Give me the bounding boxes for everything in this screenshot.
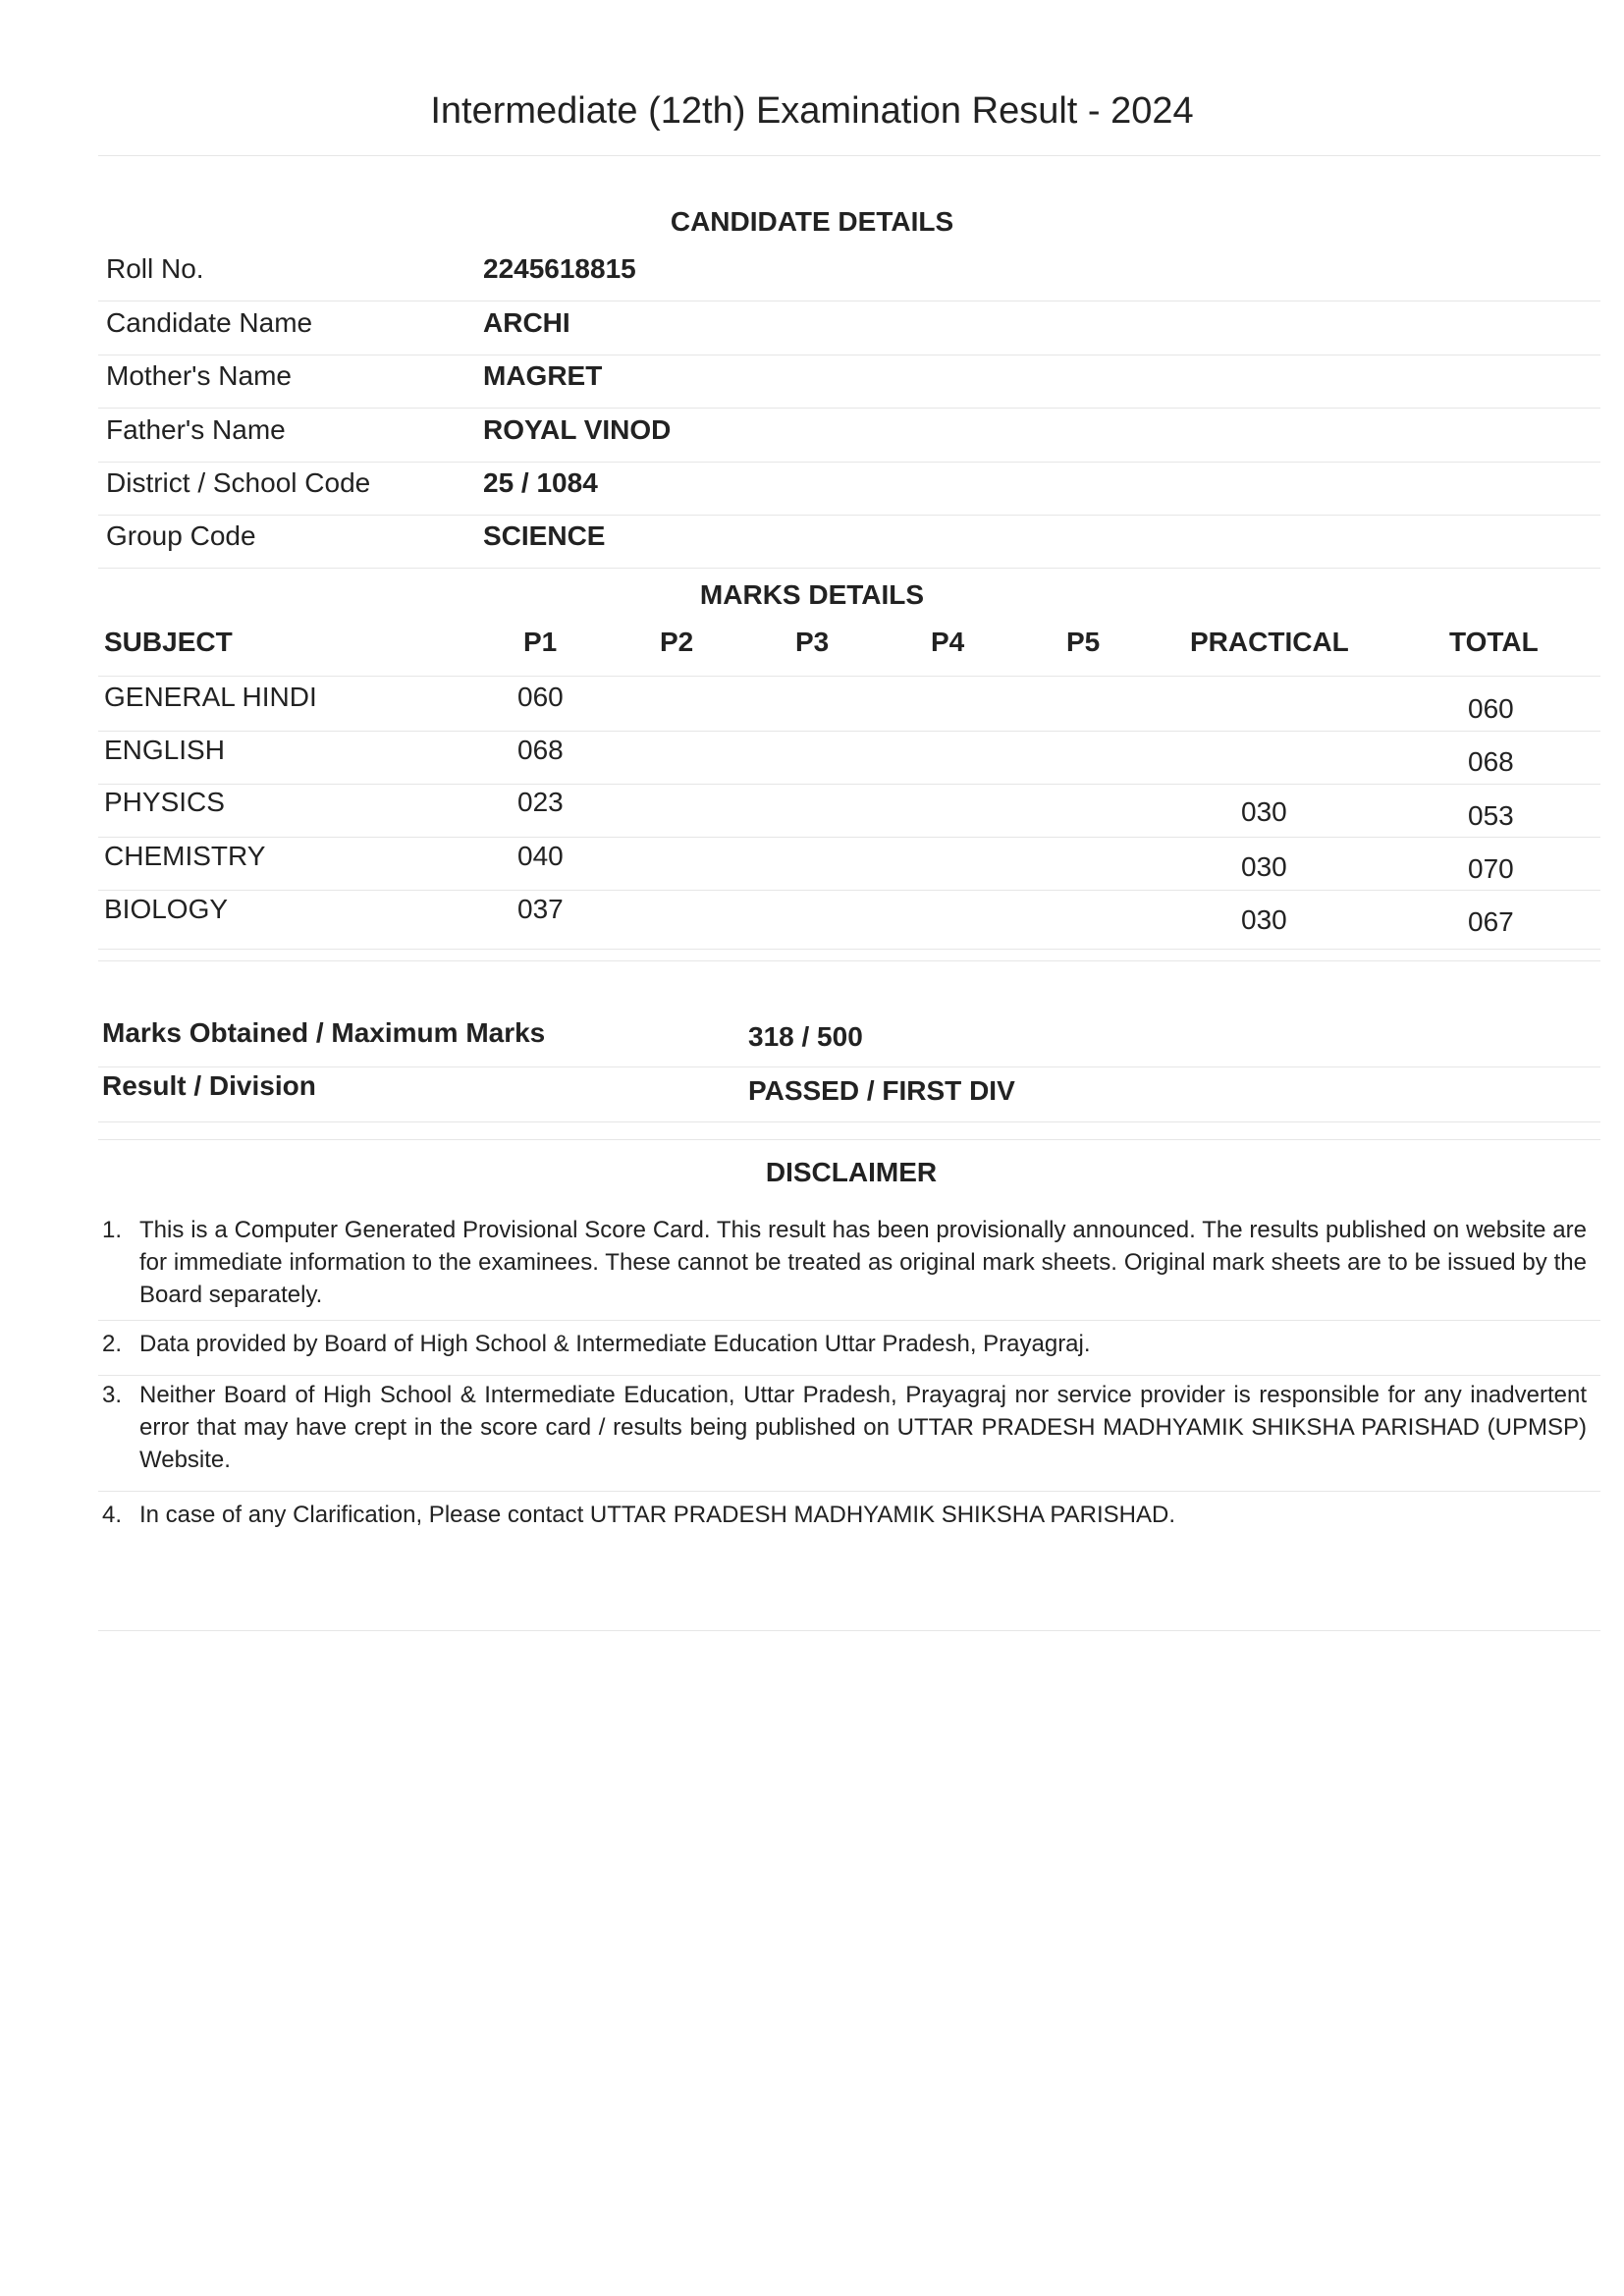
divider [98, 408, 1600, 409]
p1-mark: 023 [517, 787, 564, 817]
field-label: District / School Code [106, 467, 371, 498]
result-division-label: Result / Division [102, 1070, 316, 1101]
disclaimer-heading: DISCLAIMER [765, 1157, 938, 1187]
marks-row-chemistry [0, 841, 1624, 892]
col-practical: PRACTICAL [1190, 627, 1349, 657]
subject-name: PHYSICS [104, 787, 225, 817]
divider [98, 1139, 1600, 1140]
practical-mark: 030 [1241, 851, 1287, 882]
col-p5: P5 [1066, 627, 1101, 657]
disclaimer-item [102, 1214, 1587, 1311]
field-value: MAGRET [483, 360, 603, 391]
col-p3: P3 [795, 627, 830, 657]
marks-obtained-label: Marks Obtained / Maximum Marks [102, 1017, 546, 1048]
subject-name: BIOLOGY [104, 894, 229, 924]
divider [98, 1491, 1600, 1492]
disclaimer-text: Neither Board of High School & Intermediate Education, Uttar Pradesh, Prayagraj nor service provider is responsible for any inadvertent error that may have crept in the score card / results being published on UTTAR PRADESH MADHYAMIK SHIKSHA PARISHAD (UPMSP) Website. [139, 1382, 1587, 1473]
col-p4: P4 [931, 627, 965, 657]
candidate-row-name [0, 307, 1624, 358]
page-title: Intermediate (12th) Examination Result - 2024 [430, 90, 1194, 132]
col-p2: P2 [660, 627, 694, 657]
disclaimer-text: Data provided by Board of High School & Intermediate Education Uttar Pradesh, Prayagraj. [139, 1331, 1091, 1357]
disclaimer-number: 3. [102, 1382, 123, 1408]
divider [98, 515, 1600, 516]
field-label: Father's Name [106, 414, 286, 445]
candidate-row-mother-name [0, 360, 1624, 411]
divider [98, 837, 1600, 838]
field-label: Mother's Name [106, 360, 292, 391]
summary-row-result [0, 1070, 1624, 1121]
marks-header-row [0, 627, 1624, 678]
col-p1: P1 [523, 627, 558, 657]
p1-mark: 040 [517, 841, 564, 871]
total-mark: 068 [1468, 746, 1514, 777]
subject-name: GENERAL HINDI [104, 682, 317, 712]
col-total: TOTAL [1449, 627, 1539, 657]
divider [98, 784, 1600, 785]
disclaimer-item [102, 1499, 1587, 1531]
field-value: ROYAL VINOD [483, 414, 672, 445]
divider [98, 568, 1600, 569]
result-division-value: PASSED / FIRST DIV [748, 1075, 1015, 1106]
divider [98, 1375, 1600, 1376]
marks-details-heading: MARKS DETAILS [699, 579, 925, 610]
divider [98, 731, 1600, 732]
p1-mark: 068 [517, 735, 564, 765]
divider [98, 1121, 1600, 1122]
candidate-row-father-name [0, 414, 1624, 465]
candidate-row-district-school [0, 467, 1624, 519]
field-value: 25 / 1084 [483, 467, 598, 498]
candidate-row-roll-no [0, 253, 1624, 304]
total-mark: 067 [1468, 906, 1514, 937]
field-label: Group Code [106, 520, 256, 551]
field-label: Roll No. [106, 253, 204, 284]
subject-name: ENGLISH [104, 735, 225, 765]
disclaimer-number: 1. [102, 1217, 123, 1243]
divider [98, 949, 1600, 950]
disclaimer-text: This is a Computer Generated Provisional Score Card. This result has been provisionally announced. The results published on website are for immediate information to the examinees. These cannot be treated as original mark sheets. Original mark sheets are to be issued by the Board separately. [139, 1217, 1587, 1308]
field-value: 2245618815 [483, 253, 636, 284]
marks-obtained-value: 318 / 500 [748, 1021, 863, 1052]
summary-row-marks [0, 1017, 1624, 1068]
disclaimer-item [102, 1379, 1587, 1476]
col-subject: SUBJECT [104, 627, 233, 657]
field-value: SCIENCE [483, 520, 606, 551]
total-mark: 070 [1468, 853, 1514, 884]
field-value: ARCHI [483, 307, 570, 338]
divider [98, 890, 1600, 891]
marks-row-english [0, 735, 1624, 786]
marks-row-biology [0, 894, 1624, 945]
practical-mark: 030 [1241, 904, 1287, 935]
field-label: Candidate Name [106, 307, 313, 338]
divider [98, 1320, 1600, 1321]
divider [98, 1066, 1600, 1067]
divider [98, 960, 1600, 961]
divider [98, 462, 1600, 463]
total-mark: 053 [1468, 800, 1514, 831]
disclaimer-item [102, 1328, 1587, 1360]
p1-mark: 060 [517, 682, 564, 712]
marks-row-physics [0, 787, 1624, 838]
subject-name: CHEMISTRY [104, 841, 266, 871]
marks-row-general-hindi [0, 682, 1624, 733]
divider [98, 155, 1600, 156]
practical-mark: 030 [1241, 796, 1287, 827]
total-mark: 060 [1468, 693, 1514, 724]
p1-mark: 037 [517, 894, 564, 924]
divider [98, 676, 1600, 677]
candidate-details-heading: CANDIDATE DETAILS [670, 206, 954, 237]
disclaimer-number: 2. [102, 1331, 123, 1357]
divider [98, 1630, 1600, 1631]
disclaimer-text: In case of any Clarification, Please contact UTTAR PRADESH MADHYAMIK SHIKSHA PARISHAD. [139, 1502, 1176, 1528]
candidate-row-group-code [0, 520, 1624, 572]
disclaimer-number: 4. [102, 1502, 123, 1528]
